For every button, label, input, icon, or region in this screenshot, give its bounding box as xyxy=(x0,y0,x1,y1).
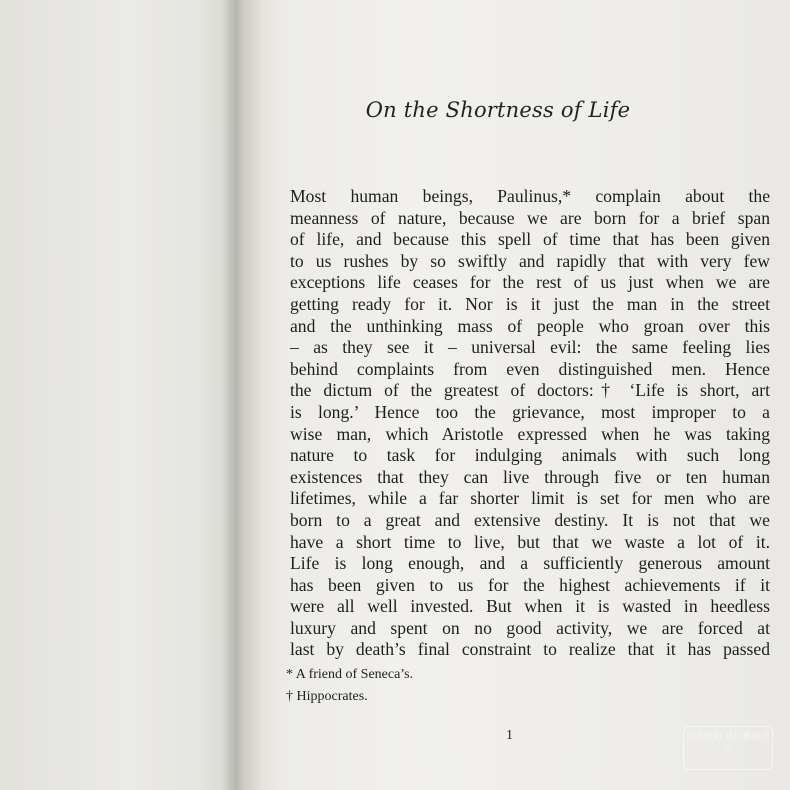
body-line: luxury and spent on no good activity, we are forced at xyxy=(290,617,770,638)
body-line: the dictum of the greatest of doctors:† ‘Life is short, art xyxy=(290,380,770,401)
body-line: nature to task for indulging animals with such long xyxy=(290,445,770,466)
body-line: to us rushes by so swiftly and rapidly that with very few xyxy=(290,250,770,271)
body-line: existences that they can live through five or ten human xyxy=(290,466,770,487)
body-text xyxy=(290,186,770,661)
body-line: were all well invested. But when it is wasted in heedless xyxy=(290,596,770,617)
body-line: last by death’s final constraint to realize that it has passed xyxy=(290,639,770,660)
body-line: lifetimes, while a far shorter limit is set for men who are xyxy=(290,488,770,509)
footnotes xyxy=(286,664,413,708)
body-line: behind complaints from even distinguished men. Hence xyxy=(290,358,770,379)
footnote: † Hippocrates. xyxy=(286,689,368,704)
right-page xyxy=(238,0,790,790)
body-line: and the unthinking mass of people who groan over this xyxy=(290,315,770,336)
body-line: getting ready for it. Nor is it just the man in the street xyxy=(290,293,770,314)
body-line: Life is long enough, and a sufficiently generous amount xyxy=(290,553,770,574)
body-line: of life, and because this spell of time that has been given xyxy=(290,229,770,250)
body-line: – as they see it – universal evil: the same feeling lies xyxy=(290,337,770,358)
body-line: have a short time to live, but that we waste a lot of it. xyxy=(290,531,770,552)
body-line: meanness of nature, because we are born for a brief span xyxy=(290,207,770,228)
book-gutter xyxy=(222,0,262,790)
body-line: Most human beings, Paulinus,* complain about the xyxy=(290,186,770,206)
page-number: 1 xyxy=(506,728,513,743)
body-line: is long.’ Hence too the grievance, most improper to a xyxy=(290,401,770,422)
body-line: wise man, which Aristotle expressed when he was taking xyxy=(290,423,770,444)
chapter-title: On the Shortness of Life xyxy=(365,98,631,122)
body-line: has been given to us for the highest achievements if it xyxy=(290,574,770,595)
body-line: exceptions life ceases for the rest of us just when we are xyxy=(290,272,770,293)
body-line: born to a great and extensive destiny. It is not that we xyxy=(290,509,770,530)
footnote: * A friend of Seneca’s. xyxy=(286,667,414,682)
watermark-stamp: 中高欧阳 我们都阅读之 xyxy=(683,726,773,770)
